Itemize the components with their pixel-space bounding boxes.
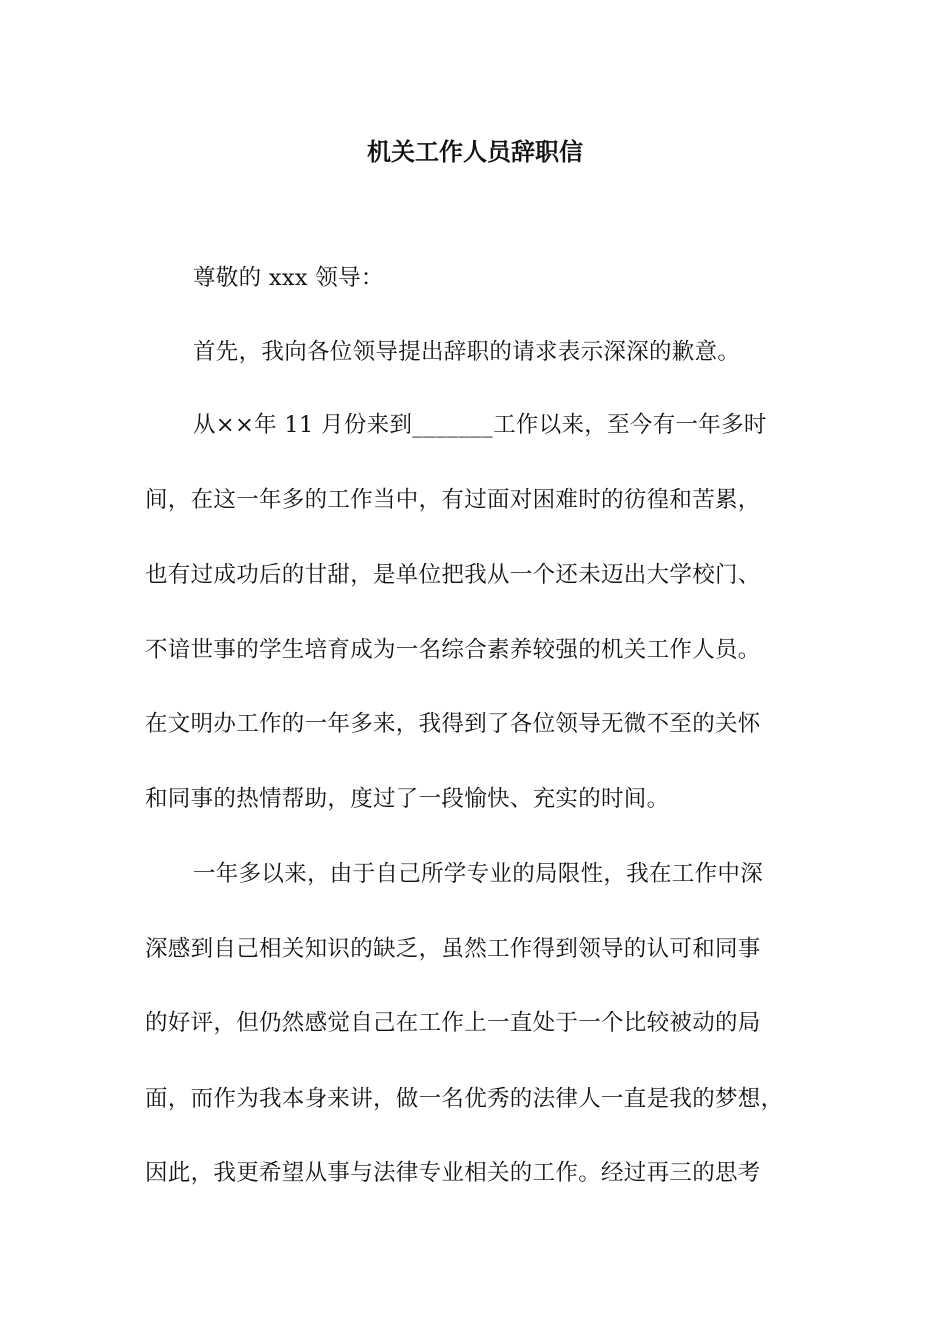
body-line-7: 和同事的热情帮助，度过了一段愉快、充实的时间。 bbox=[145, 786, 670, 812]
body-line-5: 不谙世事的学生培育成为一名综合素养较强的机关工作人员。 bbox=[145, 637, 761, 663]
document-title: 机关工作人员辞职信 bbox=[367, 137, 583, 166]
body-line-2: 从××年 11 月份来到_______工作以来，至今有一年多时 bbox=[193, 412, 767, 438]
salutation-line: 尊敬的 xxx 领导： bbox=[193, 265, 384, 291]
body-line-1: 首先，我向各位领导提出辞职的请求表示深深的歉意。 bbox=[193, 339, 741, 365]
body-line-9: 深感到自己相关知识的缺乏，虽然工作得到领导的认可和同事 bbox=[145, 936, 761, 962]
body-line-12: 因此，我更希望从事与法律专业相关的工作。经过再三的思考 bbox=[145, 1160, 761, 1186]
body-line-3: 间，在这一年多的工作当中，有过面对困难时的彷徨和苦累， bbox=[145, 487, 761, 513]
body-line-11: 面，而作为我本身来讲，做一名优秀的法律人一直是我的梦想， bbox=[145, 1086, 784, 1112]
body-line-6: 在文明办工作的一年多来，我得到了各位领导无微不至的关怀 bbox=[145, 711, 761, 737]
body-line-8: 一年多以来，由于自己所学专业的局限性，我在工作中深 bbox=[193, 861, 764, 887]
body-line-10: 的好评，但仍然感觉自己在工作上一直处于一个比较被动的局 bbox=[145, 1010, 761, 1036]
body-line-4: 也有过成功后的甘甜，是单位把我从一个还未迈出大学校门、 bbox=[145, 562, 761, 588]
